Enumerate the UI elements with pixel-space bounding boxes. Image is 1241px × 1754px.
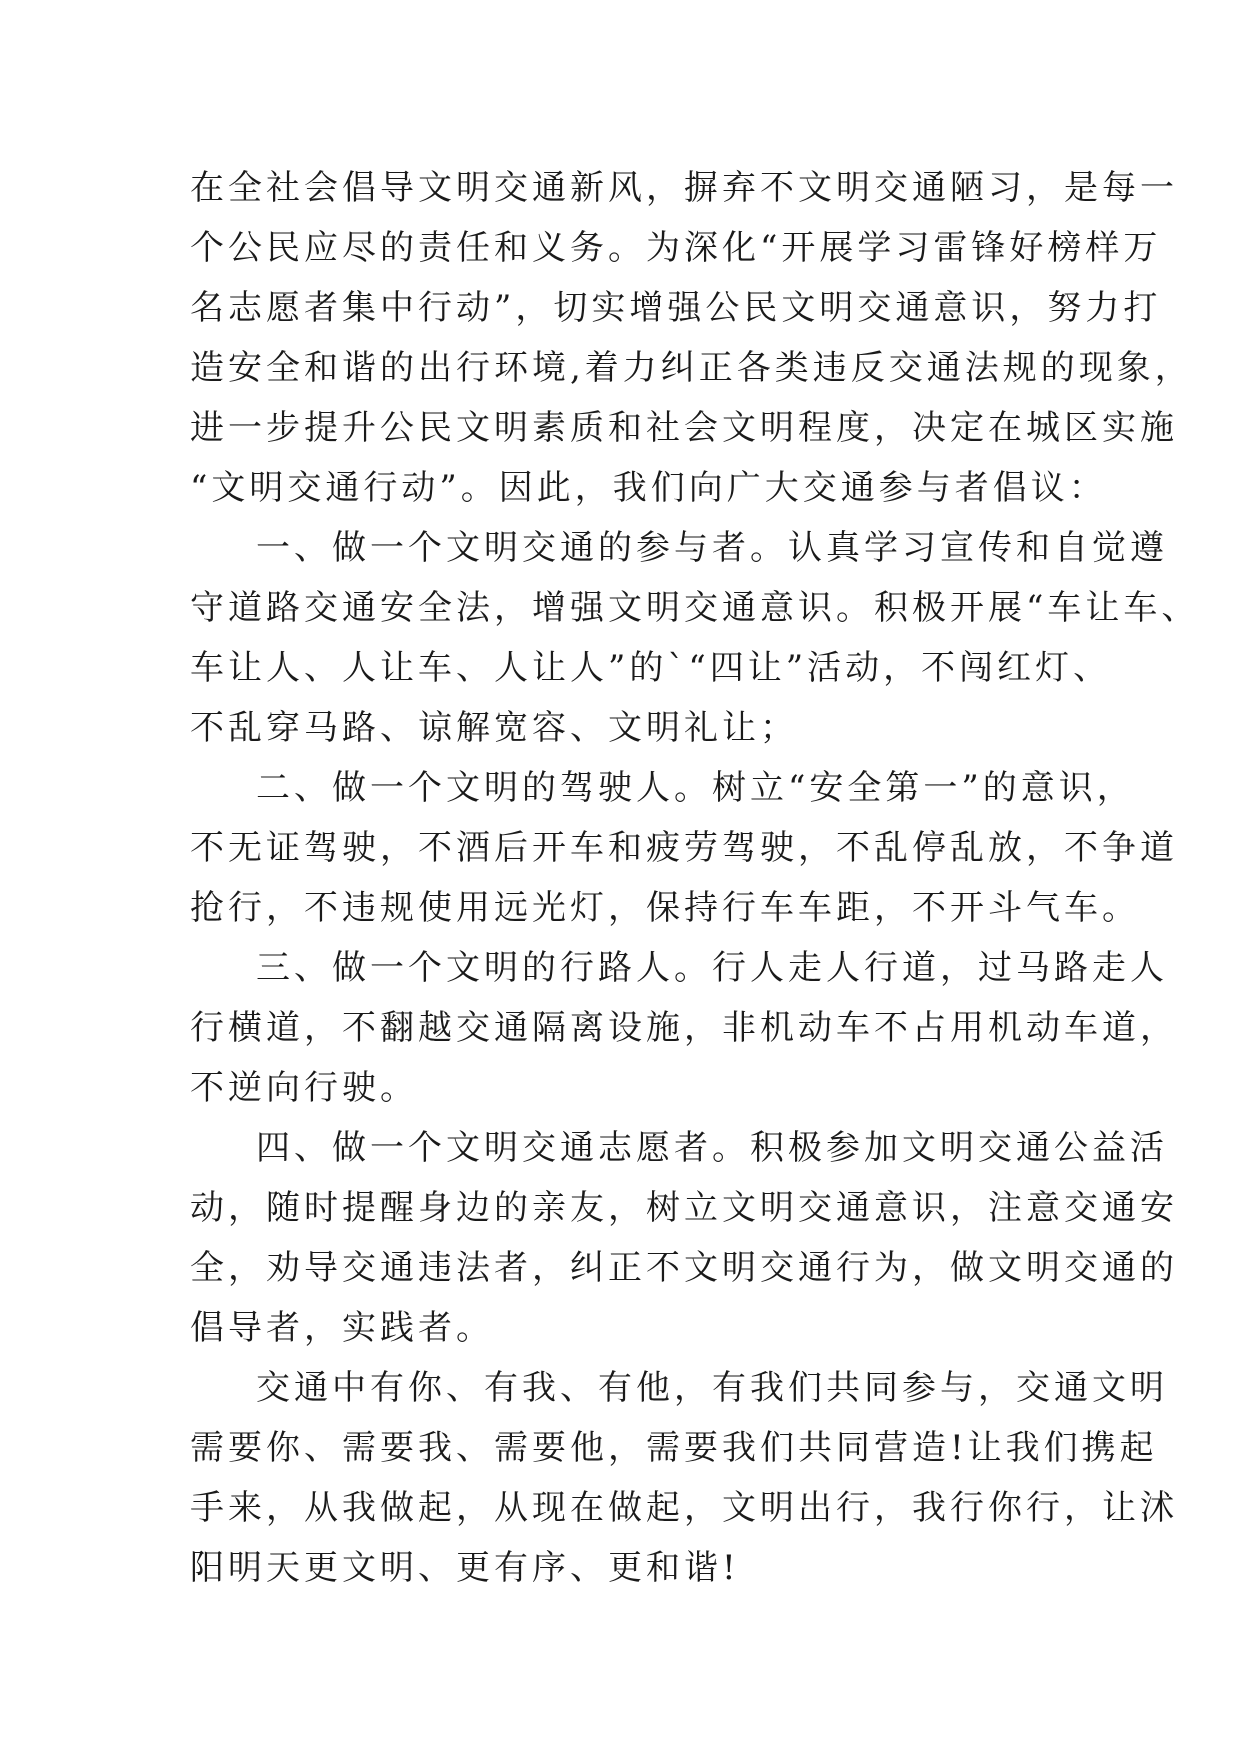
paragraph-line: “文明交通行动”。因此，我们向广大交通参与者倡议： bbox=[190, 468, 1107, 508]
paragraph-line: 一、做一个文明交通的参与者。认真学习宣传和自觉遵 bbox=[256, 528, 1168, 568]
paragraph-line: 手来，从我做起，从现在做起，文明出行，我行你行，让沭 bbox=[190, 1488, 1178, 1528]
proposal-item-4 bbox=[190, 1118, 1178, 1358]
paragraph-line: 不无证驾驶，不酒后开车和疲劳驾驶，不乱停乱放，不争道 bbox=[190, 828, 1178, 868]
proposal-item-1 bbox=[190, 518, 1200, 758]
paragraph-line: 阳明天更文明、更有序、更和谐! bbox=[190, 1548, 740, 1588]
paragraph-line: 倡导者，实践者。 bbox=[190, 1308, 494, 1348]
paragraph-line: 抢行，不违规使用远光灯，保持行车车距，不开斗气车。 bbox=[190, 888, 1140, 928]
paragraph-line: 个公民应尽的责任和义务。为深化“开展学习雷锋好榜样万 bbox=[190, 228, 1162, 268]
paragraph-line: 守道路交通安全法，增强文明交通意识。积极开展“车让车、 bbox=[190, 588, 1200, 628]
paragraph-line: 交通中有你、有我、有他，有我们共同参与，交通文明 bbox=[256, 1368, 1168, 1408]
paragraph-line: 造安全和谐的出行环境,着力纠正各类违反交通法规的现象， bbox=[190, 348, 1193, 388]
paragraph-line: 四、做一个文明交通志愿者。积极参加文明交通公益活 bbox=[256, 1128, 1168, 1168]
paragraph-line: 三、做一个文明的行路人。行人走人行道，过马路走人 bbox=[256, 948, 1168, 988]
document-body bbox=[190, 158, 1200, 1598]
paragraph-line: 全，劝导交通违法者，纠正不文明交通行为，做文明交通的 bbox=[190, 1248, 1178, 1288]
paragraph-line: 进一步提升公民文明素质和社会文明程度，决定在城区实施 bbox=[190, 408, 1178, 448]
proposal-item-3 bbox=[190, 938, 1178, 1118]
paragraph-line: 需要你、需要我、需要他，需要我们共同营造!让我们携起 bbox=[190, 1428, 1158, 1468]
proposal-item-2 bbox=[190, 758, 1178, 938]
paragraph-line: 行横道，不翻越交通隔离设施，非机动车不占用机动车道， bbox=[190, 1008, 1178, 1048]
paragraph-line: 车让人、人让车、人让人”的`“四让”活动，不闯红灯、 bbox=[190, 648, 1112, 688]
paragraph-line: 在全社会倡导文明交通新风，摒弃不文明交通陋习，是每一 bbox=[190, 168, 1178, 208]
closing-paragraph bbox=[190, 1358, 1178, 1598]
paragraph-line: 名志愿者集中行动”，切实增强公民文明交通意识，努力打 bbox=[190, 288, 1162, 328]
paragraph-line: 二、做一个文明的驾驶人。树立“安全第一”的意识， bbox=[256, 768, 1135, 808]
paragraph-line: 不乱穿马路、谅解宽容、文明礼让； bbox=[190, 708, 798, 748]
paragraph-line: 动，随时提醒身边的亲友，树立文明交通意识，注意交通安 bbox=[190, 1188, 1178, 1228]
paragraph-line: 不逆向行驶。 bbox=[190, 1068, 418, 1108]
intro-paragraph bbox=[190, 158, 1193, 518]
